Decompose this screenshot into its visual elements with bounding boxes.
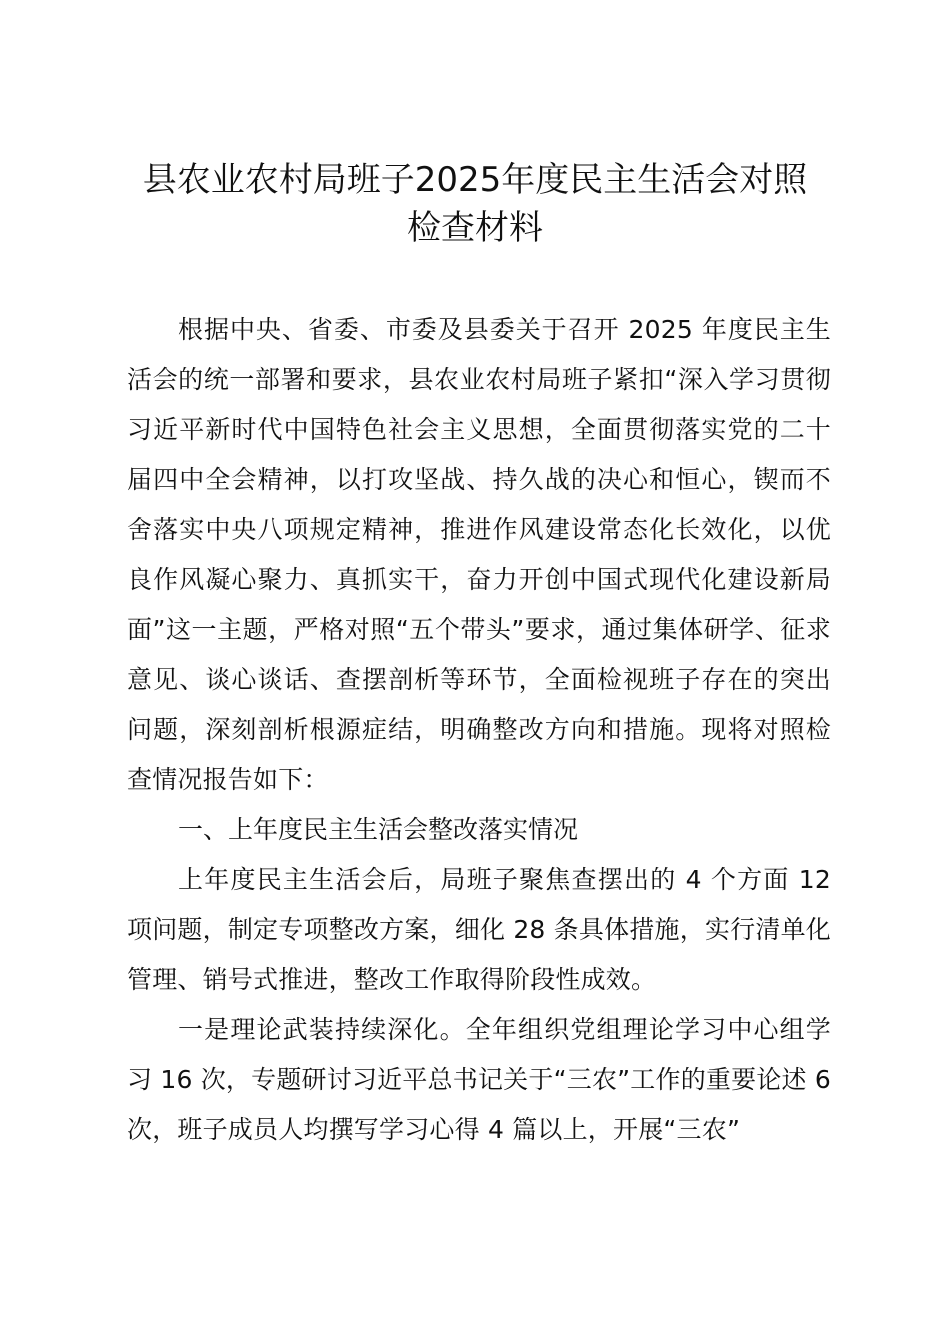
document-title-line-2: 检查材料 (407, 208, 543, 248)
section1-paragraph-2: 一是理论武装持续深化。全年组织党组理论学习中心组学习 16 次，专题研讨习近平总书记关于“三农”工作的重要论述 6 次，班子成员人均撰写学习心得 4 篇以上，开展“三农” (127, 1015, 831, 1144)
section1-paragraph-1: 上年度民主生活会后，局班子聚焦查摆出的 4 个方面 12 项问题，制定专项整改方案，细化 28 条具体措施，实行清单化管理、销号式推进，整改工作取得阶段性成效。 (127, 865, 831, 994)
intro-paragraph: 根据中央、省委、市委及县委关于召开 2025 年度民主生活会的统一部署和要求，县农业农村局班子紧扣“深入学习贯彻习近平新时代中国特色社会主义思想，全面贯彻落实党的二十届四中全会精神，以打攻坚战、持久战的决心和恒心，锲而不舍落实中央八项规定精神，推进作风建设常态化长效化，以优良作风凝心聚力、真抓实干，奋力开创中国式现代化建设新局面”这一主题，严格对照“五个带头”要求，通过集体研学、征求意见、谈心谈话、查摆剖析等环节，全面检视班子存在的突出问题，深刻剖析根源症结，明确整改方向和措施。现将对照检查情况报告如下： (127, 315, 831, 794)
section-heading-1: 一、上年度民主生活会整改落实情况 (178, 815, 579, 844)
document-title-line-1: 县农业农村局班子2025年度民主生活会对照 (142, 160, 808, 200)
document-title (110, 156, 840, 252)
document-body (127, 305, 831, 1155)
